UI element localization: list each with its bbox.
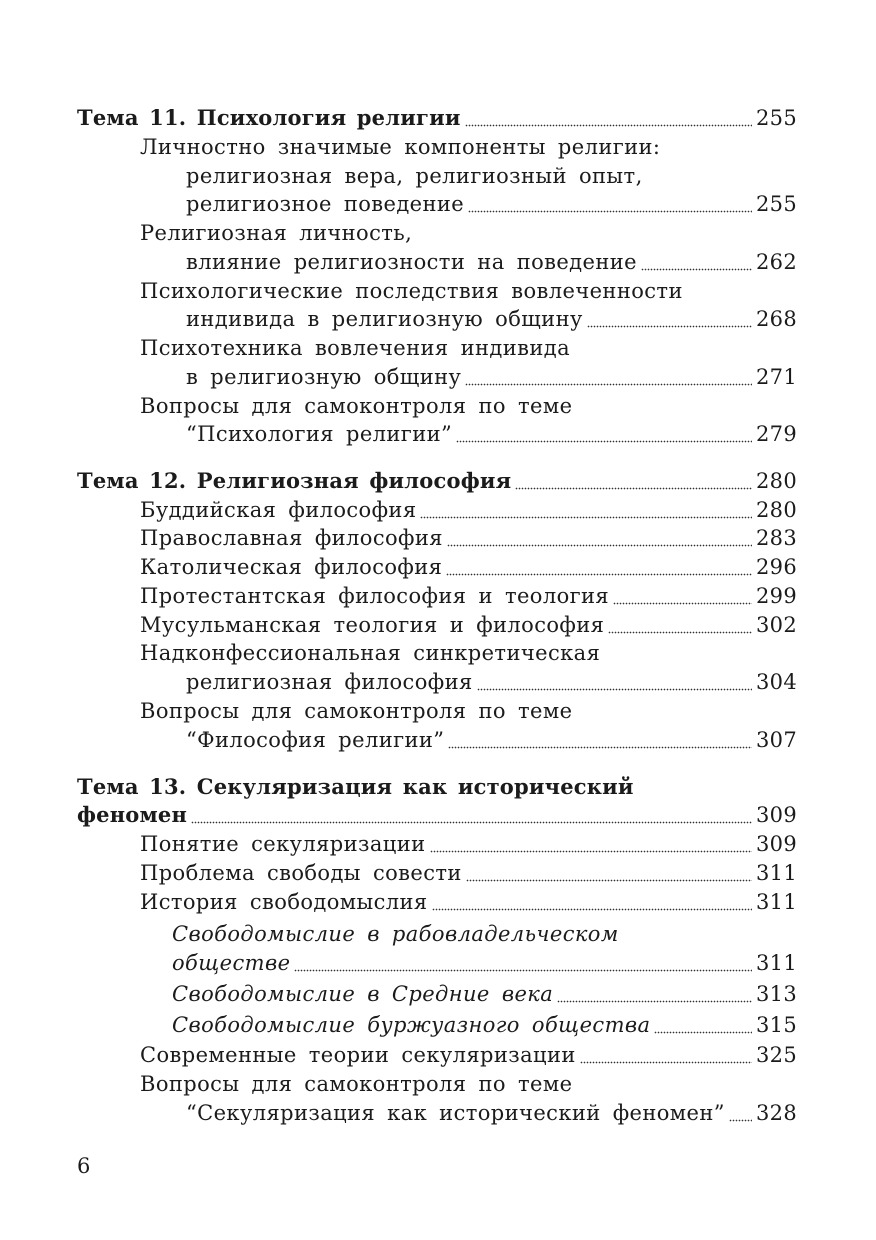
toc-page-number: 255 bbox=[756, 192, 797, 216]
toc-entry-11-5[interactable] bbox=[0, 420, 876, 448]
toc-page-number: 262 bbox=[756, 250, 797, 274]
toc-page-number: 304 bbox=[756, 670, 797, 694]
toc-leader-dots bbox=[191, 821, 752, 824]
toc-entry-12-5[interactable] bbox=[0, 611, 876, 639]
toc-leader-dots bbox=[294, 969, 752, 972]
toc-entry-text: Психотехника вовлечения индивида bbox=[140, 336, 571, 360]
toc-entry-text: Психологические последствия вовлеченности bbox=[140, 279, 683, 303]
toc-topic-title-line bbox=[0, 773, 876, 801]
toc-entry-text: индивида в религиозную общину bbox=[186, 307, 583, 331]
toc-subentry-13-3-3[interactable] bbox=[0, 1011, 876, 1039]
toc-entry-text: Буддийская философия bbox=[140, 498, 417, 522]
toc-entry-11-3[interactable] bbox=[0, 305, 876, 333]
toc-entry-text: Мусульманская теология и философия bbox=[140, 613, 605, 637]
toc-page-number: 268 bbox=[756, 307, 797, 331]
toc-page-number: 296 bbox=[756, 555, 797, 579]
toc-page-number: 299 bbox=[756, 584, 797, 608]
toc-leader-dots bbox=[465, 124, 752, 127]
toc-entry-text: Вопросы для самоконтроля по теме bbox=[140, 1072, 573, 1096]
toc-entry-11-1[interactable] bbox=[0, 190, 876, 218]
toc-leader-dots bbox=[468, 210, 752, 213]
toc-leader-dots bbox=[587, 325, 752, 328]
toc-entry-13-2[interactable] bbox=[0, 859, 876, 887]
toc-topic-title: феномен bbox=[77, 802, 188, 827]
toc-topic-title: Тема 12. Религиозная философия bbox=[77, 468, 512, 493]
toc-page-number: 280 bbox=[756, 498, 797, 522]
toc-page-number: 280 bbox=[756, 469, 797, 493]
toc-entry-12-2[interactable] bbox=[0, 524, 876, 552]
toc-leader-dots bbox=[432, 908, 752, 911]
toc-page-number: 309 bbox=[756, 803, 797, 827]
toc-entry-13-3[interactable] bbox=[0, 888, 876, 916]
toc-entry-13-5[interactable] bbox=[0, 1099, 876, 1127]
toc-leader-dots bbox=[430, 850, 753, 853]
toc-leader-dots bbox=[613, 602, 752, 605]
toc-entry-text: религиозная вера, религиозный опыт, bbox=[186, 164, 643, 188]
toc-topic-12-heading[interactable] bbox=[0, 467, 876, 495]
toc-leader-dots bbox=[446, 573, 752, 576]
toc-entry-text: Надконфессиональная синкретическая bbox=[140, 641, 601, 665]
toc-entry-line bbox=[0, 219, 876, 247]
toc-page-number: 255 bbox=[756, 106, 797, 130]
toc-page-number: 309 bbox=[756, 832, 797, 856]
toc-entry-line bbox=[0, 277, 876, 305]
toc-entry-line bbox=[0, 639, 876, 667]
toc-topic-title: Тема 13. Секуляризация как исторический bbox=[77, 774, 634, 799]
toc-page-number: 279 bbox=[756, 422, 797, 446]
toc-entry-11-2[interactable] bbox=[0, 248, 876, 276]
toc-entry-line bbox=[0, 1070, 876, 1098]
toc-subentry-text: Свободомыслие буржуазного общества bbox=[172, 1013, 651, 1037]
toc-leader-dots bbox=[608, 631, 752, 634]
toc-leader-dots bbox=[447, 544, 752, 547]
toc-entry-text: религиозное поведение bbox=[186, 192, 465, 216]
toc-leader-dots bbox=[641, 268, 752, 271]
toc-page-number: 325 bbox=[756, 1043, 797, 1067]
toc-page-number: 271 bbox=[756, 365, 797, 389]
toc-leader-dots bbox=[729, 1119, 752, 1122]
toc-subentry-text: Свободомыслие в рабовладельческом bbox=[172, 922, 619, 946]
toc-leader-dots bbox=[580, 1061, 752, 1064]
toc-leader-dots bbox=[557, 1000, 752, 1003]
toc-subentry-text: обществе bbox=[172, 951, 291, 975]
toc-subentry-13-3-2[interactable] bbox=[0, 980, 876, 1008]
toc-entry-13-1[interactable] bbox=[0, 830, 876, 858]
toc-entry-text: Вопросы для самоконтроля по теме bbox=[140, 699, 573, 723]
toc-entry-text: История свободомыслия bbox=[140, 890, 428, 914]
toc-entry-12-4[interactable] bbox=[0, 582, 876, 610]
toc-entry-line bbox=[0, 133, 876, 161]
toc-entry-12-1[interactable] bbox=[0, 496, 876, 524]
toc-entry-text: Проблема свободы совести bbox=[140, 861, 462, 885]
toc-leader-dots bbox=[465, 383, 752, 386]
toc-entry-text: Протестантская философия и теология bbox=[140, 584, 610, 608]
toc-entry-text: в религиозную общину bbox=[186, 365, 462, 389]
toc-page-number: 328 bbox=[756, 1101, 797, 1125]
toc-entry-text: “Психология религии” bbox=[186, 422, 453, 446]
toc-entry-text: Католическая философия bbox=[140, 555, 443, 579]
toc-page-number: 311 bbox=[756, 890, 797, 914]
toc-topic-11-heading[interactable] bbox=[0, 104, 876, 132]
toc-entry-line bbox=[0, 392, 876, 420]
toc-entry-text: религиозная философия bbox=[186, 670, 473, 694]
toc-entry-12-6[interactable] bbox=[0, 668, 876, 696]
toc-entry-text: “Секуляризация как исторический феномен” bbox=[186, 1101, 725, 1125]
toc-entry-text: Вопросы для самоконтроля по теме bbox=[140, 394, 573, 418]
toc-entry-text: влияние религиозности на поведение bbox=[186, 250, 637, 274]
toc-entry-13-4[interactable] bbox=[0, 1041, 876, 1069]
toc-subentry-line bbox=[0, 920, 876, 948]
toc-leader-dots bbox=[466, 879, 752, 882]
toc-page-number: 307 bbox=[756, 728, 797, 752]
toc-leader-dots bbox=[654, 1031, 752, 1034]
toc-subentry-text: Свободомыслие в Средние века bbox=[172, 982, 554, 1006]
toc-entry-line bbox=[0, 162, 876, 190]
toc-page-number: 311 bbox=[756, 861, 797, 885]
toc-entry-text: Православная философия bbox=[140, 526, 443, 550]
toc-entry-text: “Философия религии” bbox=[186, 728, 445, 752]
toc-entry-line bbox=[0, 697, 876, 725]
toc-entry-text: Понятие секуляризации bbox=[140, 832, 426, 856]
toc-page-number: 311 bbox=[756, 951, 797, 975]
toc-topic-title: Тема 11. Психология религии bbox=[77, 105, 461, 130]
toc-entry-text: Личностно значимые компоненты религии: bbox=[140, 135, 661, 159]
toc-leader-dots bbox=[448, 746, 752, 749]
toc-page-number: 315 bbox=[756, 1013, 797, 1037]
toc-entry-line bbox=[0, 334, 876, 362]
toc-leader-dots bbox=[456, 440, 752, 443]
folio-page-number: 6 bbox=[77, 1154, 91, 1178]
toc-leader-dots bbox=[420, 516, 752, 519]
toc-leader-dots bbox=[477, 688, 752, 691]
toc-entry-11-4[interactable] bbox=[0, 363, 876, 391]
toc-leader-dots bbox=[515, 487, 752, 490]
toc-page-number: 313 bbox=[756, 982, 797, 1006]
toc-page-number: 302 bbox=[756, 613, 797, 637]
toc-page-number: 283 bbox=[756, 526, 797, 550]
toc-entry-12-3[interactable] bbox=[0, 553, 876, 581]
toc-subentry-13-3-1[interactable] bbox=[0, 949, 876, 977]
toc-entry-text: Современные теории секуляризации bbox=[140, 1043, 576, 1067]
toc-topic-13-heading[interactable] bbox=[0, 801, 876, 829]
toc-entry-text: Религиозная личность, bbox=[140, 221, 413, 245]
toc-entry-12-7[interactable] bbox=[0, 726, 876, 754]
